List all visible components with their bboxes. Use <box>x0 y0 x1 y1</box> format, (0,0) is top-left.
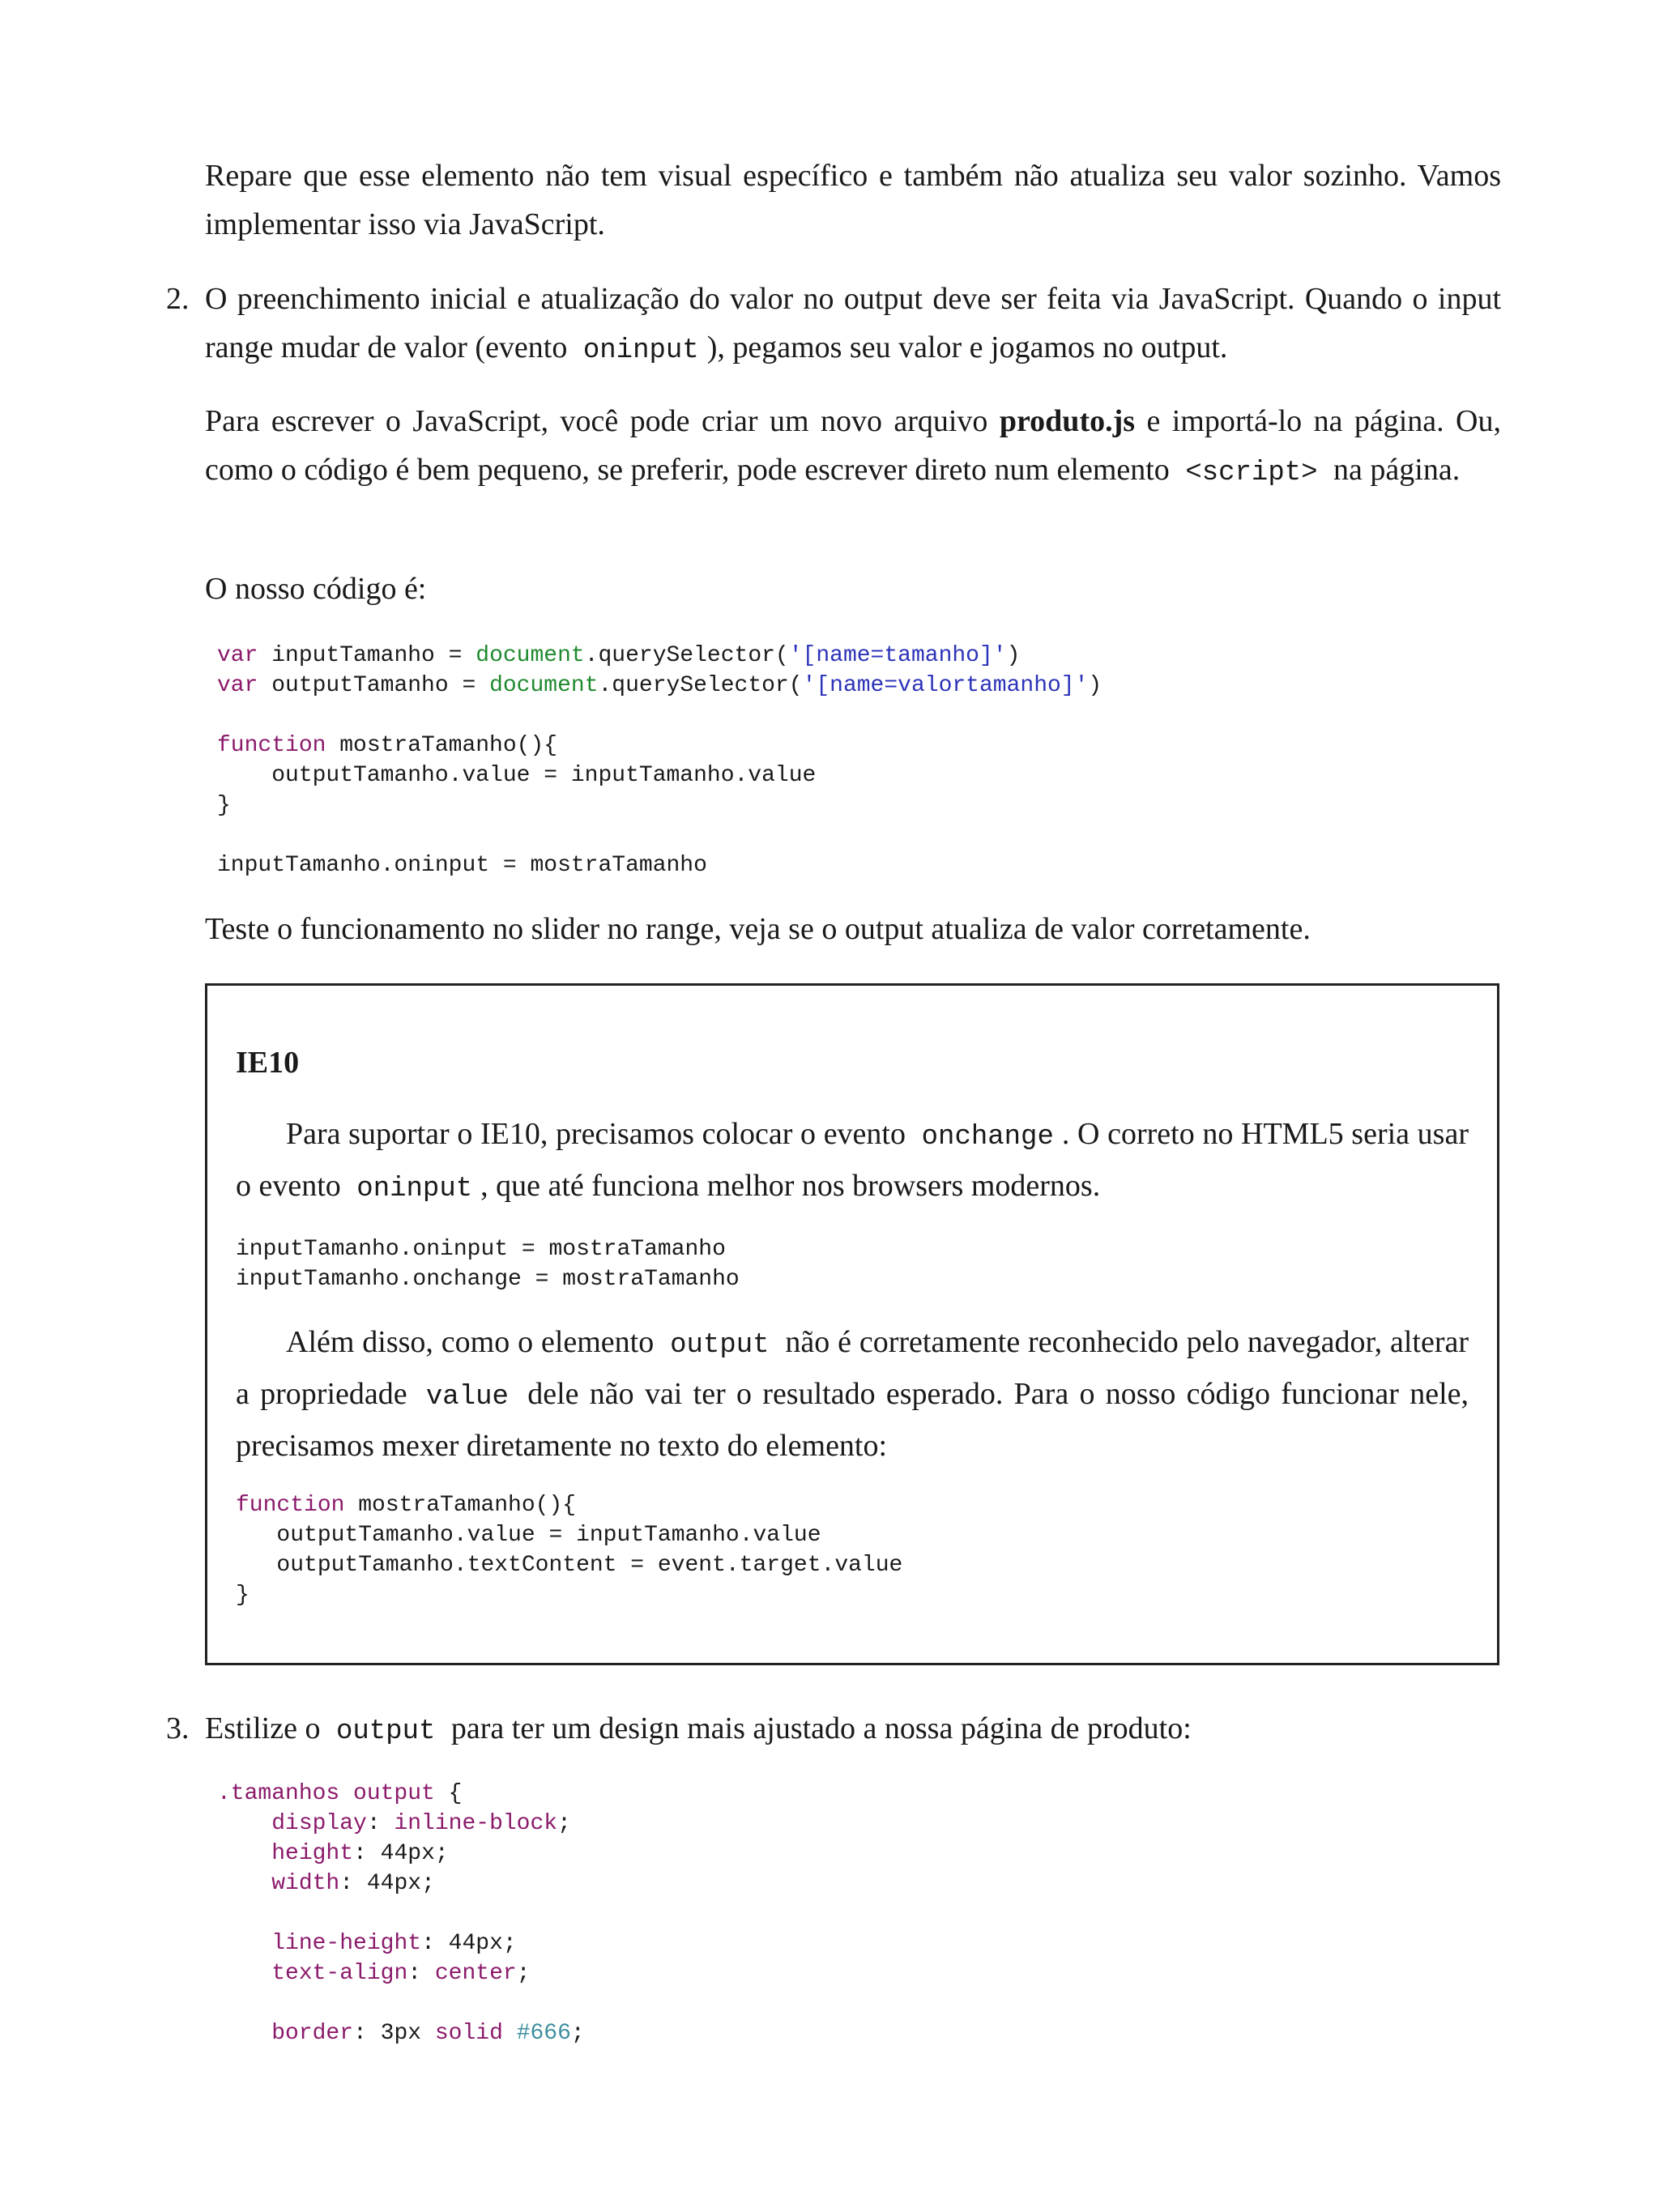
ie10-fn-line-1: function mostraTamanho(){ <box>236 1493 577 1518</box>
code-line-5: } <box>217 793 231 818</box>
js-code-block <box>217 641 1102 880</box>
ie10-p1-text-b: . O correto no HTML5 seria usar o evento <box>236 1117 1469 1203</box>
css-rule-width: width: 44px; <box>271 1871 435 1896</box>
ie10-paragraph-2 <box>236 1318 1469 1470</box>
intro-paragraph <box>205 151 1501 249</box>
produto-js-filename: produto.js <box>999 404 1136 438</box>
write-js-paragraph <box>205 397 1501 497</box>
intro-text: Repare que esse elemento não tem visual específico e também não atualiza seu valor sozinho. Vamos implementar isso via JavaScript. <box>205 159 1501 241</box>
inline-code-value: value <box>425 1382 509 1413</box>
inline-code-oninput: oninput <box>582 335 699 366</box>
css-code-block <box>217 1779 585 2048</box>
ie10-code-line-1: inputTamanho.oninput = mostraTamanho <box>236 1237 726 1262</box>
write-js-text-c: na página. <box>1333 453 1461 487</box>
ie10-title: IE10 <box>236 1046 300 1080</box>
step-2-text-a: O preenchimento inicial e atualização do valor no output deve ser feita via JavaScript. Quando o input range mudar de valor (evento <box>205 282 1501 364</box>
step-2-number: 2. <box>166 282 190 316</box>
inline-code-output: output <box>670 1330 770 1361</box>
ie10-code-block-1 <box>236 1234 740 1294</box>
inline-code-output-2: output <box>335 1716 436 1747</box>
step-3-paragraph <box>205 1704 1501 1756</box>
css-rule-display: display: inline-block; <box>271 1811 571 1836</box>
ie10-p2-text-c: dele não vai ter o resultado esperado. Para o nosso código funcionar nele, precisamos mexer diretamente no texto do elemento: <box>236 1377 1469 1463</box>
code-line-6: inputTamanho.oninput = mostraTamanho <box>217 853 707 878</box>
write-js-text-b: e importá-lo na página. Ou, como o código é bem pequeno, se preferir, pode escrever direto num elemento <box>205 404 1501 487</box>
ie10-p2-text-b: não é corretamente reconhecido pelo navegador, alterar a propriedade <box>236 1325 1469 1411</box>
our-code-paragraph <box>205 565 1501 613</box>
ie10-fn-line-2: outputTamanho.value = inputTamanho.value <box>236 1523 821 1548</box>
css-rule-border: border: 3px solid #666; <box>271 2021 585 2046</box>
ie10-p1-text-a: Para suportar o IE10, precisamos colocar o evento <box>286 1117 906 1151</box>
test-paragraph <box>205 905 1501 953</box>
code-line-3: function mostraTamanho(){ <box>217 733 558 758</box>
ie10-code-line-2: inputTamanho.onchange = mostraTamanho <box>236 1267 740 1292</box>
code-line-1: var inputTamanho = document.querySelector('[name=tamanho]') <box>217 643 1021 668</box>
ie10-fn-line-3: outputTamanho.textContent = event.target.value <box>236 1553 903 1578</box>
step-3-number: 3. <box>166 1711 190 1745</box>
code-line-2: var outputTamanho = document.querySelector('[name=valortamanho]') <box>217 673 1102 698</box>
our-code-text: O nosso código é: <box>205 572 427 606</box>
ie10-p2-text-a: Além disso, como o elemento <box>286 1325 655 1359</box>
test-text: Teste o funcionamento no slider no range, veja se o output atualiza de valor corretamente. <box>205 912 1311 946</box>
code-line-4: outputTamanho.value = inputTamanho.value <box>217 763 817 788</box>
step-2-paragraph <box>205 275 1501 375</box>
ie10-fn-line-4: } <box>236 1583 249 1608</box>
ie10-paragraph-1 <box>236 1110 1469 1213</box>
step-2-text-b: ), pegamos seu valor e jogamos no output. <box>706 330 1228 364</box>
ie10-p1-text-c: , que até funciona melhor nos browsers modernos. <box>480 1169 1101 1203</box>
inline-code-oninput-2: oninput <box>356 1174 473 1204</box>
inline-code-script: <script> <box>1185 458 1318 488</box>
css-rule-height: height: 44px; <box>271 1841 449 1866</box>
ie10-code-block-2 <box>236 1490 902 1610</box>
css-selector-line: .tamanhos output { <box>217 1781 463 1806</box>
css-rule-text-align: text-align: center; <box>271 1961 531 1986</box>
inline-code-onchange: onchange <box>921 1122 1054 1153</box>
step-3-text-a: Estilize o <box>205 1711 321 1745</box>
write-js-text-a: Para escrever o JavaScript, você pode criar um novo arquivo <box>205 404 988 438</box>
step-3-text-b: para ter um design mais ajustado a nossa página de produto: <box>450 1711 1192 1745</box>
css-rule-line-height: line-height: 44px; <box>271 1931 517 1956</box>
